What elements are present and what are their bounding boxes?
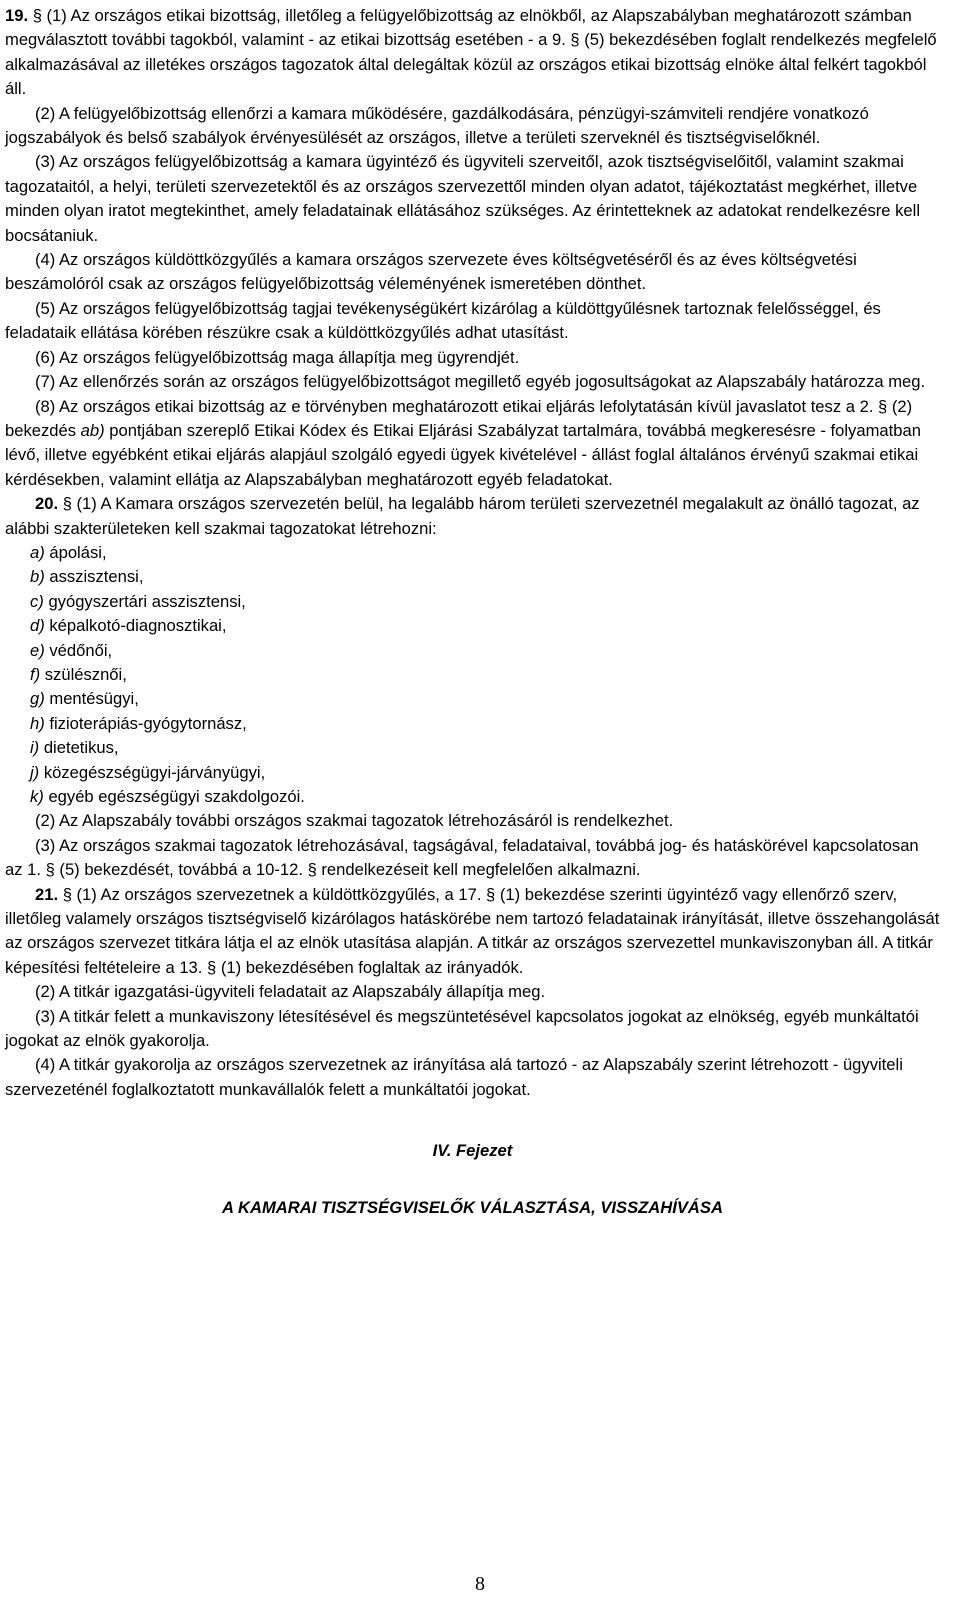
- list-item-text: közegészségügyi-járványügyi,: [39, 762, 266, 782]
- section-19-para-1: [5, 4, 940, 102]
- section-21-number: 21.: [35, 884, 59, 904]
- list-item-letter: a): [30, 542, 45, 562]
- list-item-letter: b): [30, 567, 45, 587]
- list-item-text: egyéb egészségügyi szakdolgozói.: [43, 787, 305, 806]
- list-item-text: asszisztensi,: [44, 567, 144, 587]
- section-19-para-3: (3) Az országos felügyelőbizottság a kamara ügyintéző és ügyviteli szerveitől, azok tisztségviselőitől, valamint szakmai tagozataitól, a helyi, területi szervezetektől és az országos szervezettől minden olyan adatot, tájékoztatást megkérhet, illetve minden olyan iratot megtekinthet, amely feladatainak ellátásához szükséges. Az érintetteknek az adatokat rendelkezésre kell bocsátaniuk.: [5, 152, 921, 245]
- section-20-para-3: (3) Az országos szakmai tagozatok létrehozásával, tagságával, feladataival, továbbá jog- és hatáskörével kapcsolatosan az 1. § (5) bekezdését, továbbá a 10-12. § rendelkezéseit kell megfelelően alkalmazni.: [5, 835, 919, 880]
- section-20-para-1-text: § (1) A Kamara országos szervezetén belül, ha legalább három területi szervezetnél megalakult az önálló tagozat, az alábbi szakterületeken kell szakmai tagozatokat létrehozni:: [5, 494, 920, 538]
- list-item: [5, 663, 940, 687]
- section-19-para-8-ref: ab): [80, 420, 105, 440]
- list-item: [5, 541, 940, 565]
- list-item-letter: g): [30, 689, 45, 709]
- section-21-para-2: (2) A titkár igazgatási-ügyviteli feladatait az Alapszabály állapítja meg.: [35, 982, 546, 1002]
- list-item: [5, 614, 940, 638]
- section-21-para-1: [5, 883, 940, 981]
- section-19-para-7: (7) Az ellenőrzés során az országos felügyelőbizottságot megillető egyéb jogosultságokat az Alapszabály határozza meg.: [35, 372, 926, 392]
- section-20-number: 20.: [35, 494, 59, 514]
- list-item-text: mentésügyi,: [44, 689, 139, 709]
- list-item: [5, 565, 940, 589]
- list-item: [5, 687, 940, 711]
- list-item-letter: j): [30, 762, 40, 782]
- section-19-para-8: [5, 395, 940, 493]
- list-item: [5, 736, 940, 760]
- list-item-letter: f): [30, 664, 41, 684]
- document-page: [5, 4, 940, 1220]
- list-item-text: képalkotó-diagnosztikai,: [44, 616, 227, 636]
- page-number: 8: [475, 1573, 485, 1595]
- list-item-text: védőnői,: [44, 640, 113, 660]
- section-20-para-1: [5, 492, 940, 541]
- list-item-letter: h): [30, 713, 45, 733]
- section-21-para-4: (4) A titkár gyakorolja az országos szervezetnek az irányítása alá tartozó - az Alapszabály szerint létrehozott - ügyviteli szervezeténél foglalkoztatott munkavállalók felett a munkáltatói jogokat.: [5, 1055, 903, 1099]
- list-item-text: fizioterápiás-gyógytornász,: [44, 713, 247, 733]
- section-19-number: 19.: [5, 6, 29, 25]
- list-item: [5, 712, 940, 736]
- section-19-para-5: (5) Az országos felügyelőbizottság tagjai tevékenységükért kizárólag a küldöttgyűlésnek tartoznak felelősséggel, és feladataik ellátása körében részükre csak a küldöttközgyűlés adhat utasítást.: [5, 298, 881, 343]
- list-item: [5, 639, 940, 663]
- list-item-text: gyógyszertári asszisztensi,: [43, 591, 246, 611]
- section-19-para-8-text-c: pontjában szereplő Etikai Kódex és Etikai Eljárási Szabályzat tartalmára, továbbá megkeresésre - folyamatban lévő, illetve egyébként etikai eljárás alapjául szolgáló egyedi ügyek kivételével - állást foglal általános érvényű szakmai etikai kérdésekben, valamint ellátja az Alapszabályban meghatározott egyéb feladatokat.: [5, 420, 921, 489]
- section-21-para-1-text: § (1) Az országos szervezetnek a küldöttközgyűlés, a 17. § (1) bekezdése szerinti ügyintéző vagy ellenőrző szerv, illetőleg valamely országos tisztségviselő kizárólagos hatáskörébe nem tartozó feladatainak irányítását, illetve összehangolását az országos szervezet titkára látja el az elnök utasítása alapján. A titkár az országos szervezettel munkaviszonyban áll. A titkár képesítési feltételeire a 13. § (1) bekezdésében foglaltak az irányadók.: [5, 884, 940, 977]
- section-19-para-4: (4) Az országos küldöttközgyűlés a kamara országos szervezete éves költségvetéséről és az éves költségvetési beszámolóról csak az országos felügyelőbizottság véleményének ismeretében dönthet.: [5, 250, 857, 294]
- list-item-letter: i): [30, 738, 40, 758]
- chapter-title: A KAMARAI TISZTSÉGVISELŐK VÁLASZTÁSA, VISSZAHÍVÁSA: [222, 1197, 723, 1217]
- section-19-para-1-text: § (1) Az országos etikai bizottság, illetőleg a felügyelőbizottság az elnökből, az Alapszabályban meghatározott számban megválasztott további tagokból, valamint - az etikai bizottság esetében - a 9. § (5) bekezdésében foglalt rendelkezés megfelelő alkalmazásával az illetékes országos tagozatok által delegáltak közül az országos etikai bizottság elnöke által felkért tagokból áll.: [5, 6, 937, 99]
- section-21-para-3: (3) A titkár felett a munkaviszony létesítésével és megszüntetésével kapcsolatos jogokat az elnökség, egyéb munkáltatói jogokat az elnök gyakorolja.: [5, 1006, 919, 1051]
- chapter-number: IV. Fejezet: [432, 1141, 513, 1161]
- section-20-para-2: (2) Az Alapszabály további országos szakmai tagozatok létrehozásáról is rendelkezhet.: [35, 811, 674, 831]
- section-20-list: [5, 541, 940, 809]
- list-item: [5, 761, 940, 785]
- list-item-text: dietetikus,: [39, 738, 119, 758]
- list-item-letter: e): [30, 640, 45, 660]
- list-item-letter: d): [30, 616, 45, 636]
- list-item: [5, 590, 940, 614]
- list-item: [5, 785, 940, 809]
- list-item-letter: c): [30, 591, 44, 611]
- list-item-text: ápolási,: [44, 542, 107, 562]
- list-item-letter: k): [30, 787, 44, 806]
- section-19-para-2: (2) A felügyelőbizottság ellenőrzi a kamara működésére, gazdálkodására, pénzügyi-számviteli rendjére vonatkozó jogszabályok és belső szabályok érvényesülését az országos, illetve a területi szerveknél és tisztségviselőknél.: [5, 103, 869, 148]
- section-19-para-8-text-a: (8) Az országos etikai bizottság az e törvényben meghatározott etikai eljárás lefolytatásán kívül javaslatot tesz a 2. § (2) bekezdés: [5, 396, 913, 440]
- list-item-text: szülésznői,: [40, 664, 127, 684]
- section-19-para-6: (6) Az országos felügyelőbizottság maga állapítja meg ügyrendjét.: [35, 347, 520, 367]
